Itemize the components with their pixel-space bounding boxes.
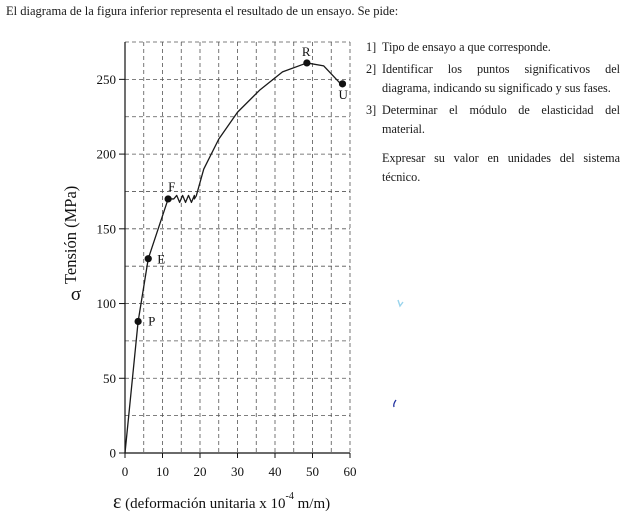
x-axis-label: (deformación unitaria x 10 xyxy=(121,496,286,512)
x-tick-label: 30 xyxy=(231,464,244,479)
curve-point-label: U xyxy=(338,86,348,102)
y-tick-label: 100 xyxy=(96,296,116,312)
x-tick-label: 20 xyxy=(193,464,207,479)
x-axis-exponent: -4 xyxy=(285,491,294,502)
y-tick-label: 150 xyxy=(96,221,116,237)
curve-point-label: R xyxy=(301,43,311,59)
x-tick-label: 40 xyxy=(268,464,282,479)
x-tick-label: 60 xyxy=(343,464,357,479)
question-2-text: Identificar los puntos significativos del diagrama, indicando su significado y sus fases. xyxy=(382,62,620,95)
y-tick-label: 0 xyxy=(109,445,116,461)
curve-point-label: P xyxy=(148,313,156,329)
problem-statement: El diagrama de la figura inferior representa el resultado de un ensayo. Se pide: xyxy=(6,4,399,18)
y-axis-label: Tensión (MPa) xyxy=(61,185,80,284)
x-tick-label: 0 xyxy=(121,464,129,479)
question-3-number: 3] xyxy=(366,103,377,117)
y-tick-label: 200 xyxy=(96,146,116,162)
question-1-number: 1] xyxy=(366,40,377,54)
x-axis-unit: m/m) xyxy=(293,496,331,512)
units-note: Expresar su valor en unidades del sistema técnico. xyxy=(382,151,620,184)
y-tick-label: 50 xyxy=(103,370,116,386)
stray-mark-blue xyxy=(394,400,396,407)
question-2-number: 2] xyxy=(366,62,377,76)
question-3-text: Determinar el módulo de elasticidad del material. xyxy=(382,103,620,136)
y-tick-label: 250 xyxy=(96,71,116,87)
stray-mark-cyan xyxy=(398,300,403,306)
question-1-text: Tipo de ensayo a que corresponde. xyxy=(382,40,551,54)
curve-point-label: F xyxy=(168,178,176,194)
y-axis-symbol: σ xyxy=(70,284,82,305)
x-tick-label: 50 xyxy=(306,464,319,479)
x-axis-symbol: ε xyxy=(113,491,122,513)
curve-point-label: E xyxy=(157,251,166,267)
x-tick-label: 10 xyxy=(156,464,169,479)
